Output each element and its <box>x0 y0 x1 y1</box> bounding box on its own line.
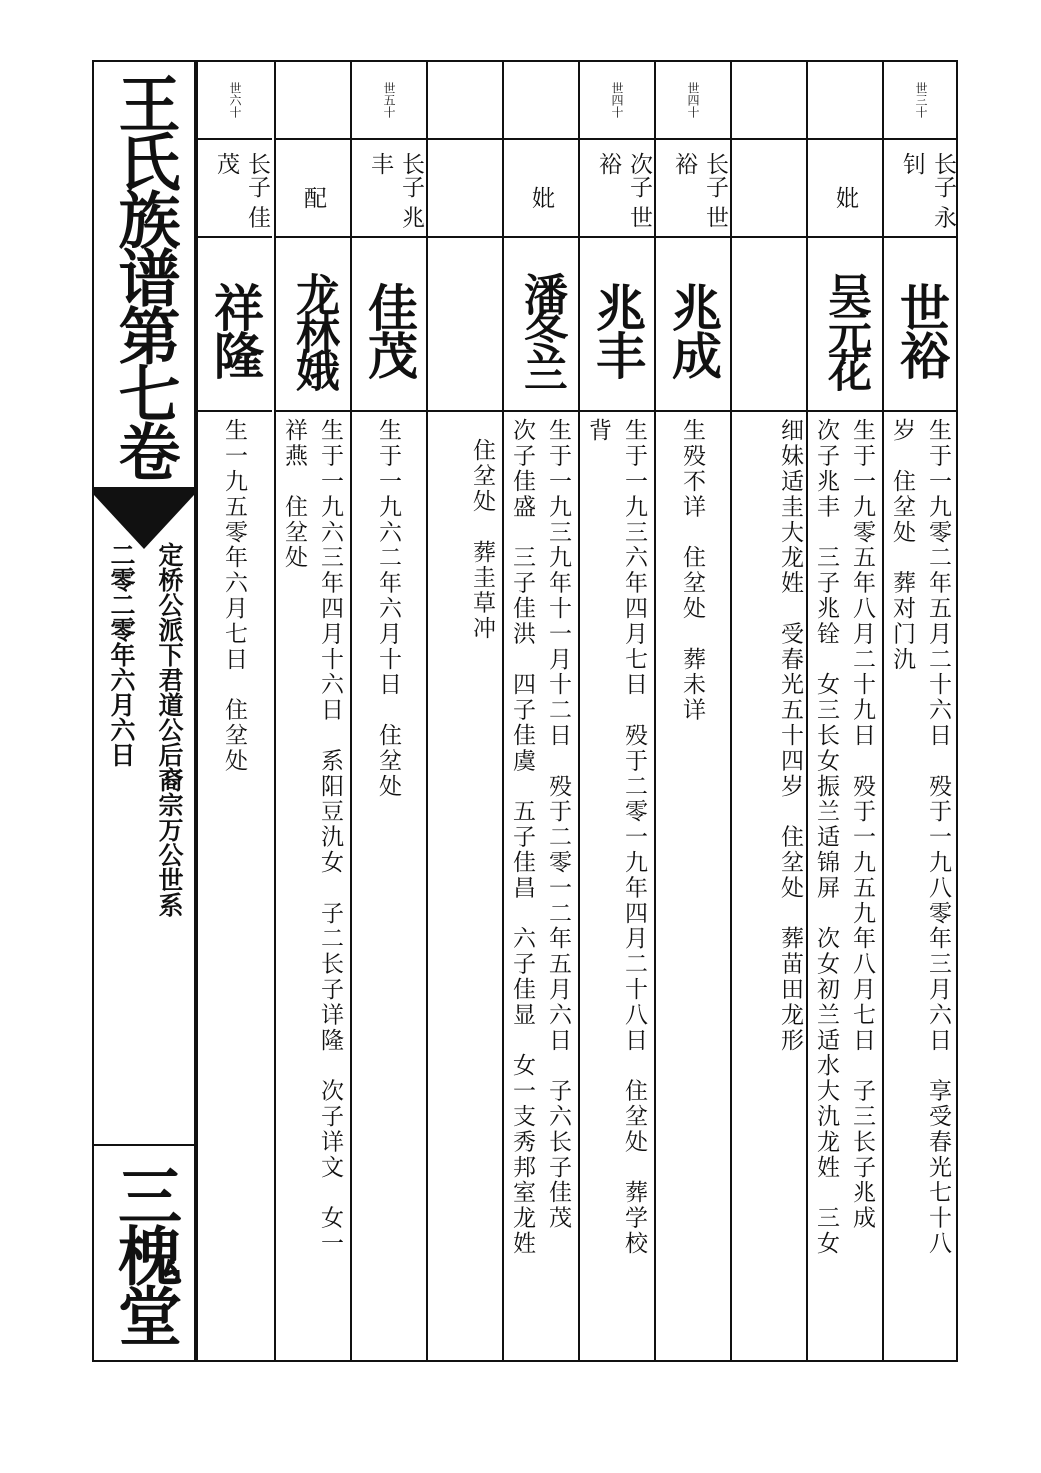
lineage-subtitle: 定桥公派下君道公后裔宗万公世系 <box>155 542 184 917</box>
generation-label <box>732 62 806 140</box>
generation-label: 世五十 <box>352 62 426 140</box>
person-name <box>732 238 806 412</box>
biography-text: 住坌处 葬圭草冲 <box>469 438 495 642</box>
entry-column <box>654 62 730 1360</box>
relation-label <box>428 140 502 238</box>
relation-label <box>732 140 806 238</box>
genealogy-page <box>92 60 958 1362</box>
entry-column <box>274 62 350 1360</box>
spine-band <box>94 487 194 495</box>
person-name: 潘冬兰 <box>504 238 578 412</box>
biography-text <box>732 412 806 1362</box>
relation-label: 配 <box>276 140 350 238</box>
generation-label: 世三十 <box>884 62 958 140</box>
person-name: 吴元花 <box>808 238 882 412</box>
spine <box>94 62 196 1360</box>
entry-column-empty <box>730 62 806 1360</box>
hall-name: 三槐堂 <box>107 1163 182 1343</box>
biography-text: 生于一九六二年六月十日 住坌处 <box>375 418 401 799</box>
entry-column <box>502 62 578 1360</box>
person-name: 世裕 <box>884 238 958 412</box>
relation-label: 长子 佳茂 <box>198 140 272 238</box>
person-name: 祥隆 <box>198 238 272 412</box>
relation-label: 长子 永钊 <box>884 140 958 238</box>
compile-date: 二零二零年六月六日 <box>107 542 136 767</box>
entry-column <box>196 62 272 1360</box>
biography-text: 生于一九三九年十一月十二日 殁于二零一二年五月六日 子六长子佳茂 次子佳盛 三子佳洪 四子佳虞 五子佳昌 六子佳显 女一支秀邦室龙姓 <box>509 418 571 1257</box>
entry-column <box>578 62 654 1360</box>
spine-divider <box>94 1144 194 1146</box>
relation-label: 妣 <box>808 140 882 238</box>
generation-label <box>808 62 882 140</box>
biography-text: 生于一九六三年四月十六日 系阳豆氿女 子二长子详隆 次子详文 女一 祥燕 住坌处 <box>281 418 343 1257</box>
volume-title: 王氏族谱第七卷 <box>108 71 181 478</box>
generation-label <box>276 62 350 140</box>
entry-column <box>350 62 426 1360</box>
relation-label: 妣 <box>504 140 578 238</box>
entry-column <box>426 62 502 1360</box>
entry-column <box>777 62 882 1360</box>
person-name: 兆成 <box>656 238 730 412</box>
entry-column <box>882 62 958 1360</box>
generation-label <box>504 62 578 140</box>
spine-wedge-ornament <box>94 495 194 549</box>
person-name: 佳茂 <box>352 238 426 412</box>
generation-label: 世六十 <box>198 62 272 140</box>
relation-label: 长子 兆丰 <box>352 140 426 238</box>
biography-text: 生殁不详 住坌处 葬未详 <box>679 418 705 723</box>
biography-text: 生一九五零年六月七日 住坌处 <box>221 418 247 774</box>
biography-text: 生于一九零二年五月二十六日 殁于一九八零年三月六日 享受春光七十八 岁 住坌处 葬对门氿 <box>889 418 951 1257</box>
person-name <box>428 238 502 412</box>
biography-text: 生于一九零五年八月二十九日 殁于一九五九年八月七日 子三长子兆成 次子兆丰 三子兆铨 女三长女振兰适锦屏 次女初兰适水大氿龙姓 三女 细妹适圭大龙姓 受春光五十四岁 住坌处 葬苗田龙形 <box>777 418 875 1257</box>
generation-label <box>428 62 502 140</box>
person-name: 兆丰 <box>580 238 654 412</box>
generation-label: 世四十 <box>580 62 654 140</box>
generation-label: 世四十 <box>656 62 730 140</box>
relation-label: 次子 世裕 <box>580 140 654 238</box>
relation-label: 长子 世裕 <box>656 140 730 238</box>
biography-text: 生于一九三六年四月七日 殁于二零一九年四月二十八日 住坌处 葬学校 背 <box>585 418 647 1257</box>
person-name: 龙林娥 <box>276 238 350 412</box>
